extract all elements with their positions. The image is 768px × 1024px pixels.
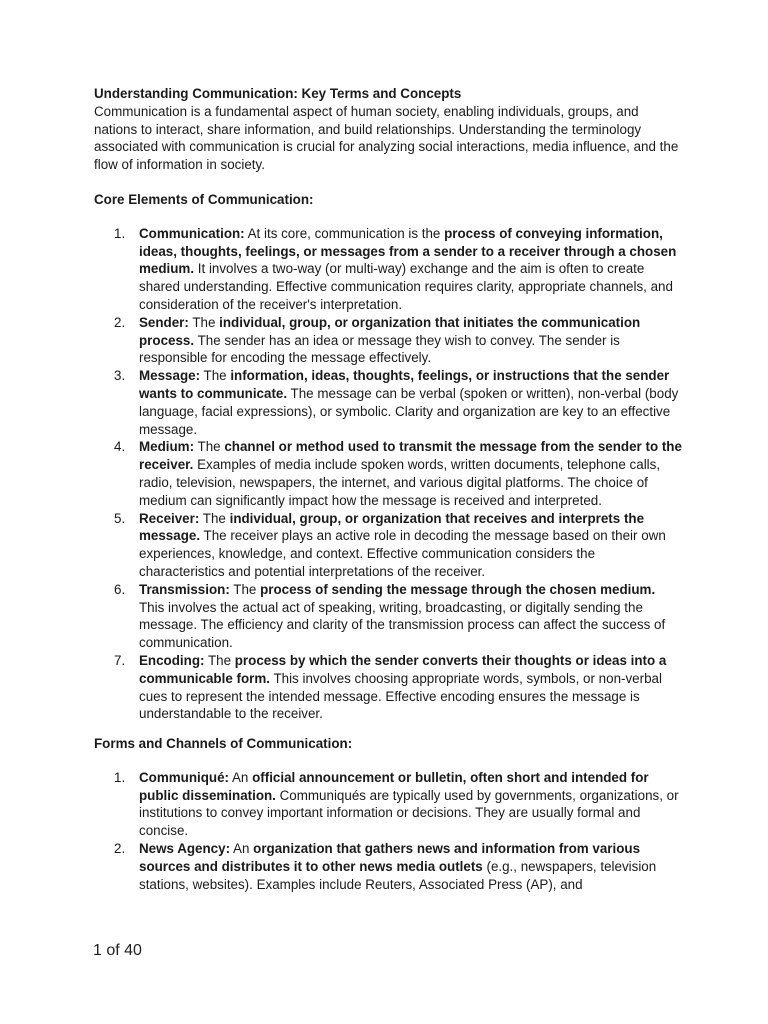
document-title: Understanding Communication: Key Terms and Concepts <box>94 86 462 101</box>
term: Encoding: <box>139 652 205 668</box>
definition: organization that gathers news and information from various sources and distributes it to other news media outlets <box>139 841 641 874</box>
forms-channels-list <box>94 769 682 894</box>
definition: process of sending the message through the chosen medium. <box>260 581 656 597</box>
definition: individual, group, or organization that initiates the communication process. <box>139 314 641 348</box>
list-item: 5. Receiver: The individual, group, or organization that receives and interprets the message. The receiver plays an active role in decoding the message based on their own experiences, knowledge, and context. Effective communication considers the characteristics and potential interpretations of the receiver. <box>114 510 666 579</box>
term: Transmission: <box>139 581 230 597</box>
list-item: 7. Encoding: The process by which the sender converts their thoughts or ideas into a communicable form. This involves choosing appropriate words, symbols, or non-verbal cues to represent the intended message. Effective encoding ensures the message is understandable to the receiver. <box>114 652 667 722</box>
definition: individual, group, or organization that receives and interprets the message. <box>139 510 645 544</box>
section-heading-core-elements: Core Elements of Communication: <box>94 191 314 207</box>
term: Medium: <box>139 439 195 455</box>
list-item: 3. Message: The information, ideas, thoughts, feelings, or instructions that the sender wants to communicate. The message can be verbal (spoken or written), non-verbal (body language, facial expressions), or symbolic. Clarity and organization are key to an effective message. <box>114 368 679 437</box>
term: Message: <box>139 368 201 384</box>
section-heading-forms-channels: Forms and Channels of Communication: <box>94 736 353 752</box>
definition: process of conveying information, ideas, thoughts, feelings, or messages from a sender to a receiver through a chosen medium. <box>139 225 677 277</box>
page-number: 1 of 40 <box>93 942 142 959</box>
term: Communication: <box>139 225 245 241</box>
definition: process by which the sender converts their thoughts or ideas into a communicable form. <box>139 652 667 686</box>
definition: information, ideas, thoughts, feelings, or instructions that the sender wants to communicate. <box>139 368 670 401</box>
definition: channel or method used to transmit the message from the sender to the receiver. <box>139 439 682 473</box>
list-item: 2. Sender: The individual, group, or organization that initiates the communication process. The sender has an idea or message they wish to convey. The sender is responsible for encoding the message effectively. <box>114 314 641 366</box>
core-elements-list <box>94 225 682 723</box>
list-item: 2. News Agency: An organization that gathers news and information from various sources and distributes it to other news media outlets (e.g., newspapers, television stations, websites). Examples include Reuters, Associated Press (AP), and <box>114 841 657 892</box>
document-body <box>94 85 682 893</box>
intro-paragraph: Communication is a fundamental aspect of human society, enabling individuals, groups, and nations to interact, share information, and build relationships. Understanding the terminology associated with communication is crucial for analyzing social interactions, media influence, and the flow of information in society. <box>94 103 679 173</box>
list-item: 1. Communiqué: An official announcement or bulletin, often short and intended for public dissemination. Communiqués are typically used by governments, organizations, or institutions to convey important information or decisions. They are usually formal and concise. <box>114 769 679 839</box>
term: News Agency: <box>139 841 231 857</box>
list-item: 1. Communication: At its core, communication is the process of conveying information, ideas, thoughts, feelings, or messages from a sender to a receiver through a chosen medium. It involves a two-way (or multi-way) exchange and the aim is often to create shared understanding. Effective communication requires clarity, appropriate channels, and consideration of the receiver's interpretation. <box>114 225 677 312</box>
list-item: 6. Transmission: The process of sending the message through the chosen medium. This involves the actual act of speaking, writing, broadcasting, or digitally sending the message. The efficiency and clarity of the transmission process can affect the success of communication. <box>114 581 666 651</box>
list-item: 4. Medium: The channel or method used to transmit the message from the sender to the receiver. Examples of media include spoken words, written documents, telephone calls, radio, television, newspapers, the internet, and various digital platforms. The choice of medium can significantly impact how the message is received and interpreted. <box>114 439 682 508</box>
term: Receiver: <box>139 510 200 526</box>
term: Communiqué: <box>139 769 230 785</box>
definition: official announcement or bulletin, often short and intended for public dissemination. <box>139 769 649 803</box>
term: Sender: <box>139 314 189 330</box>
